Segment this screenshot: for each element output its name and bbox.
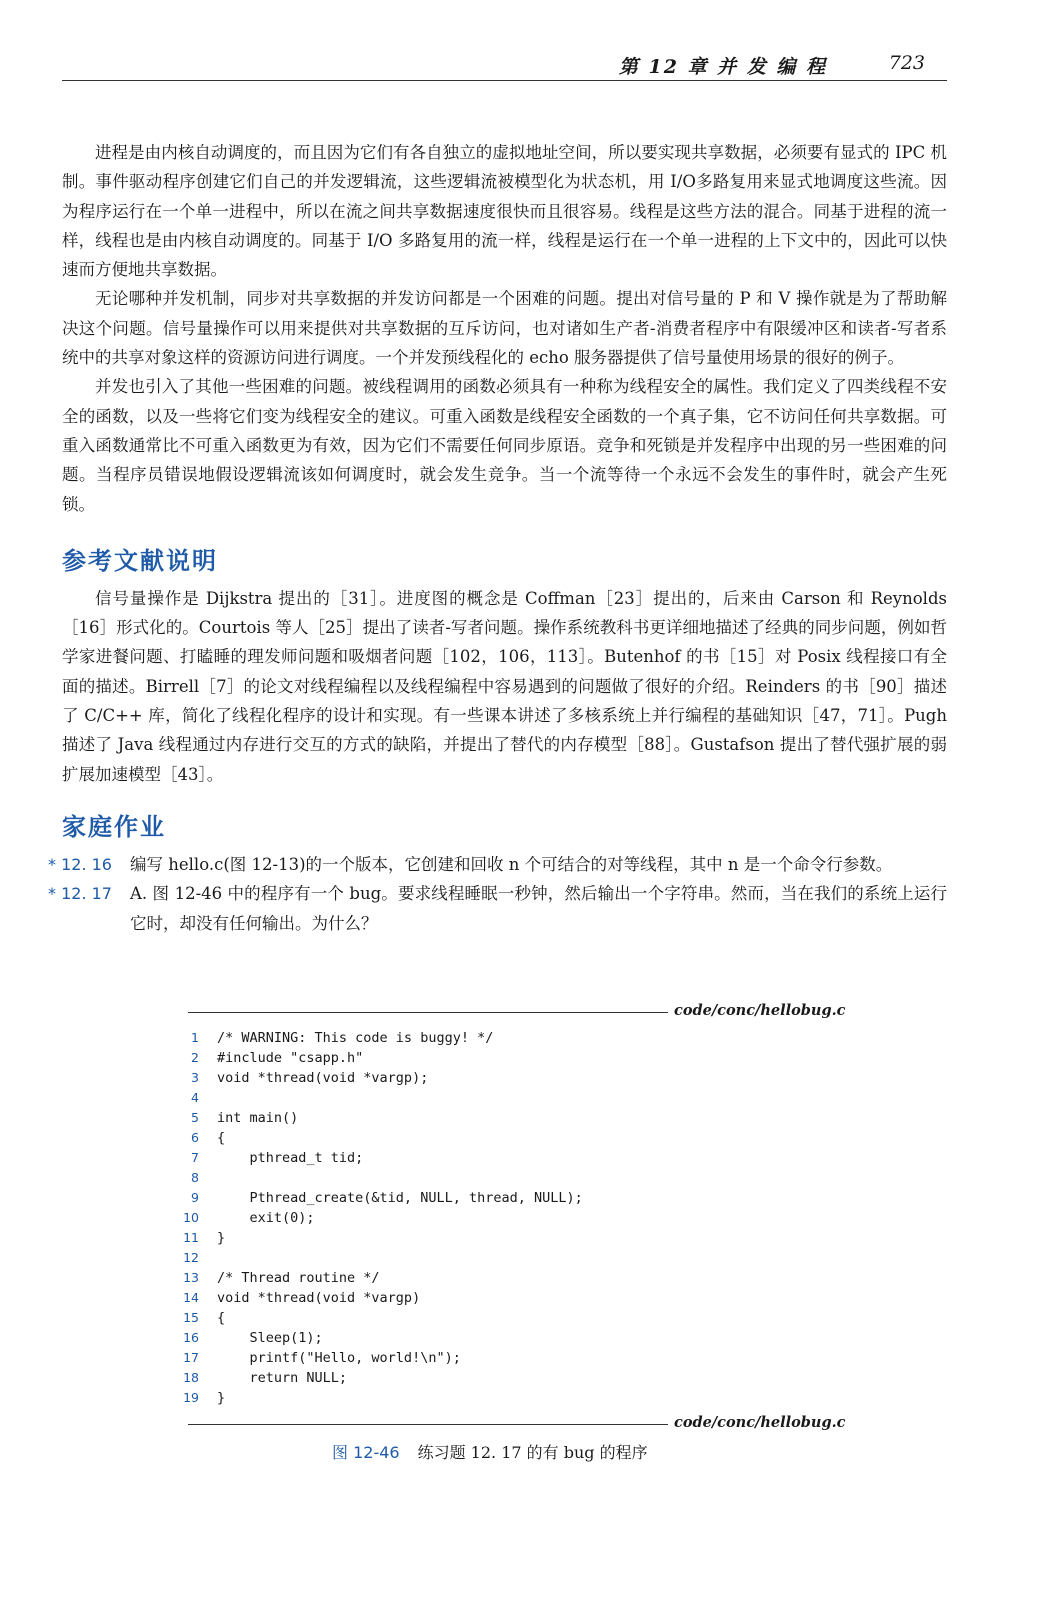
code-line: 3 void *thread(void *vargp);	[191, 1070, 429, 1086]
code-line: 5 int main()	[191, 1110, 299, 1126]
chapter-title: 第 12 章 并 发 编 程	[618, 56, 827, 78]
exercise-text: A. 图 12-46 中的程序有一个 bug。要求线程睡眠一秒钟，然后输出一个字符串。然而，当在我们的系统上运行它时，却没有任何输出。为什么？	[130, 884, 947, 933]
code-line: 7 pthread_t tid;	[191, 1150, 364, 1166]
exercise-item	[48, 879, 947, 938]
code-line: 14 void *thread(void *vargp)	[183, 1290, 421, 1306]
code-line: 19 }	[183, 1390, 226, 1406]
exercise-number: * 12. 16	[48, 854, 112, 874]
code-top-rule	[188, 1012, 668, 1013]
code-line: 13 /* Thread routine */	[183, 1270, 380, 1286]
code-line: 6 {	[191, 1130, 226, 1146]
code-line: 16 Sleep(1);	[183, 1330, 323, 1346]
section-title-homework: 家庭作业	[62, 812, 166, 841]
code-line: 10 exit(0);	[183, 1210, 315, 1226]
code-line: 1 /* WARNING: This code is buggy! */	[191, 1030, 494, 1046]
code-source-label-bottom: code/conc/hellobug.c	[674, 1414, 846, 1431]
code-line: 8	[191, 1170, 199, 1185]
code-line: 17 printf("Hello, world!\n");	[183, 1350, 461, 1366]
page-number: 723	[888, 52, 925, 74]
figure-caption	[332, 1440, 648, 1463]
paragraph-summary-2: 无论哪种并发机制，同步对共享数据的并发访问都是一个困难的问题。提出对信号量的 P 和 V 操作就是为了帮助解决这个问题。信号量操作可以用来提供对共享数据的互斥访问，也对诸如生产者-消费者程序中有限缓冲区和读者-写者系统中的共享对象这样的资源访问进行调度。一个并发预线程化的 echo 服务器提供了信号量使用场景的很好的例子。	[62, 289, 947, 368]
page-header	[62, 50, 947, 81]
code-line: 18 return NULL;	[183, 1370, 348, 1386]
code-bottom-rule	[188, 1424, 668, 1425]
code-line: 11 }	[183, 1230, 226, 1246]
code-line: 2 #include "csapp.h"	[191, 1050, 364, 1066]
exercise-number: * 12. 17	[48, 884, 112, 904]
code-line: 9 Pthread_create(&tid, NULL, thread, NULL);	[191, 1190, 583, 1206]
section-title-references: 参考文献说明	[62, 546, 218, 575]
code-source-label-top: code/conc/hellobug.c	[674, 1002, 846, 1019]
paragraph-summary-1: 进程是由内核自动调度的，而且因为它们有各自独立的虚拟地址空间，所以要实现共享数据，必须要有显式的 IPC 机制。事件驱动程序创建它们自己的并发逻辑流，这些逻辑流被模型化为状态机，用 I/O多路复用来显式地调度这些流。因为程序运行在一个单一进程中，所以在流之间共享数据速度很快而且很容易。线程是这些方法的混合。同基于进程的流一样，线程也是由内核自动调度的。同基于 I/O 多路复用的流一样，线程是运行在一个单一进程的上下文中的，因此可以快速而方便地共享数据。	[62, 143, 947, 280]
code-line: 12	[183, 1250, 199, 1265]
exercise-item	[48, 850, 947, 879]
code-line: 15 {	[183, 1310, 226, 1326]
code-line: 4	[191, 1090, 199, 1105]
paragraph-references: 信号量操作是 Dijkstra 提出的［31］。进度图的概念是 Coffman［23］提出的，后来由 Carson 和 Reynolds［16］形式化的。Courtois 等人［25］提出了读者-写者问题。操作系统教科书更详细地描述了经典的同步问题，例如哲学家进餐问题、打瞌睡的理发师问题和吸烟者问题［102，106，113］。Butenhof 的书［15］对 Posix 线程接口有全面的描述。Birrell［7］的论文对线程编程以及线程编程中容易遇到的问题做了很好的介绍。Reinders 的书［90］描述了 C/C++ 库，简化了线程化程序的设计和实现。有一些课本讲述了多核系统上并行编程的基础知识［47，71］。Pugh 描述了 Java 线程通过内存进行交互的方式的缺陷，并提出了替代的内存模型［88］。Gustafson 提出了替代强扩展的弱扩展加速模型［43］。	[62, 588, 947, 784]
paragraph-summary-3: 并发也引入了其他一些困难的问题。被线程调用的函数必须具有一种称为线程安全的属性。我们定义了四类线程不安全的函数，以及一些将它们变为线程安全的建议。可重入函数是线程安全函数的一个真子集，它不访问任何共享数据。可重入函数通常比不可重入函数更为有效，因为它们不需要任何同步原语。竞争和死锁是并发程序中出现的另一些困难的问题。当程序员错误地假设逻辑流该如何调度时，就会发生竞争。当一个流等待一个永远不会发生的事件时，就会产生死锁。	[62, 377, 947, 514]
page-body	[48, 138, 947, 938]
code-listing	[175, 1028, 695, 1408]
figure-number: 图 12-46	[332, 1443, 400, 1462]
figure-caption-text: 练习题 12. 17 的有 bug 的程序	[417, 1443, 648, 1462]
exercise-text: 编写 hello.c(图 12-13)的一个版本，它创建和回收 n 个可结合的对等线程，其中 n 是一个命令行参数。	[130, 854, 893, 874]
